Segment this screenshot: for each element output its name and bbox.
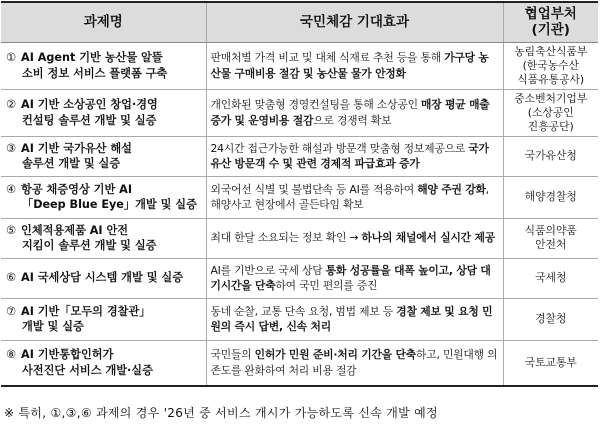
effect-text: 판매처별 가격 비교 및 대체 식재료 추천 등을 통해 (210, 51, 445, 64)
agency-line1: 국토교통부 (524, 355, 577, 369)
task-title-line2: 지킴이 솔루션 개발 및 실증 (22, 239, 157, 252)
effect-text: AI를 기반으로 국세 상담 (210, 263, 326, 277)
task-title-line2: 컨설팅 솔루션 개발 및 실증 (22, 113, 157, 127)
effect-text: 국민들의 (210, 348, 255, 362)
table-row (1, 218, 598, 258)
agency-cell (503, 42, 598, 89)
effect-cell (206, 340, 503, 386)
effect-text: 24시간 접근가능한 해설과 방문객 맞춤형 정보제공으로 (210, 141, 469, 155)
header-agency-line1: 협업부처 (524, 6, 577, 23)
effect-highlight: 하나의 채널에서 실시간 제공 (361, 231, 495, 245)
agency-cell (503, 89, 598, 136)
agency-line3: 진흥공단) (527, 119, 574, 133)
task-cell (1, 218, 206, 258)
effect-text: 외국어선 식별 및 불법단속 등 AI를 적용하여 (210, 182, 418, 196)
effect-highlight: 가구당 농산물 구매비용 절감 및 농산물 물가 안정화 (210, 51, 489, 80)
effect-text-tail: 으로 경쟁력 확보 (313, 113, 392, 127)
task-title-line1: AI 기반통합인허가 (21, 348, 114, 362)
effect-cell (206, 258, 503, 298)
task-cell (1, 258, 206, 298)
task-title-line1: 인체적용제품 AI 안전 (21, 223, 129, 237)
agency-line1: 국가유산청 (524, 149, 577, 162)
effect-cell (206, 42, 503, 89)
task-number: ⑧ (6, 348, 17, 362)
task-number: ② (6, 98, 17, 111)
task-number: ⑥ (6, 271, 17, 285)
task-number: ④ (6, 182, 17, 196)
agency-line3: 식품유통공사) (517, 72, 585, 86)
task-number: ① (6, 51, 17, 64)
task-title-line1: AI 기반 국가유산 해설 (21, 141, 132, 155)
task-title-line1: AI Agent 기반 농산물 알뜰 (21, 51, 163, 64)
agency-cell (503, 136, 598, 176)
agency-line1: 식품의약품 (524, 224, 577, 237)
table-header-row (1, 2, 598, 42)
table-row (1, 176, 598, 218)
task-number: ⑦ (6, 304, 17, 318)
task-number: ③ (6, 141, 17, 155)
effect-text: 동네 순찰, 교통 단속 요청, 범법 제보 등 (210, 304, 397, 318)
effect-highlight: 국가유산 방문객 수 및 관련 경제적 파급효과 증가 (210, 141, 489, 170)
header-task: 과제명 (1, 2, 206, 42)
table-row (1, 89, 598, 136)
task-cell (1, 136, 206, 176)
footnote: ※ 특히, ①,③,⑥ 과제의 경우 '26년 중 서비스 개시가 가능하도록 신속 개발 예정 (4, 406, 438, 420)
effect-text: 개인화된 맞춤형 경영컨설팅을 통해 소상공인 (210, 98, 422, 111)
table-row (1, 298, 598, 340)
agency-cell (503, 218, 598, 258)
agency-line2: 안전처 (535, 238, 567, 251)
task-title-line2: 개발 및 실증 (22, 320, 84, 333)
table-row (1, 340, 598, 386)
effect-text-tail: 하고, 민원대행 의존도를 완화하여 처리 비용 절감 (210, 348, 498, 377)
agency-line2: (한국농수산 (522, 58, 579, 72)
table-row (1, 42, 598, 89)
task-title-line1: AI 기반「모두의 경찰관」 (21, 304, 151, 318)
agency-cell (503, 298, 598, 340)
effect-cell (206, 89, 503, 136)
task-title-line2: 「Deep Blue Eye」개발 및 실증 (22, 198, 197, 211)
effect-cell (206, 218, 503, 258)
agency-cell (503, 340, 598, 386)
task-number: ⑤ (6, 223, 17, 237)
agency-line1: 해양경찰청 (524, 190, 577, 203)
effect-highlight: 해양 주권 강화 (417, 182, 486, 196)
effect-cell (206, 136, 503, 176)
agency-line2: (소상공인 (527, 105, 574, 119)
header-agency (503, 2, 598, 42)
agency-cell (503, 258, 598, 298)
agency-line1: 중소벤처기업부 (514, 91, 588, 105)
agency-line1: 농림축산식품부 (514, 44, 588, 58)
task-cell (1, 340, 206, 386)
task-title-line2: 사전진단 서비스 개발·실증 (22, 363, 153, 377)
effect-text: 최대 한달 소요되는 정보 확인 → (210, 231, 362, 245)
agency-line1: 경찰청 (535, 312, 567, 325)
task-title-line1: AI 기반 소상공인 창업·경영 (21, 98, 158, 111)
task-title-line1: AI 국세상담 시스템 개발 및 실증 (21, 271, 184, 285)
effect-highlight: 통화 성공률을 대폭 높이고, 상담 대기시간을 단축 (210, 263, 491, 292)
task-cell (1, 298, 206, 340)
task-cell (1, 176, 206, 218)
effect-highlight: 매장 평균 매출 증가 및 운영비용 절감 (210, 98, 490, 127)
task-title-line2: 솔루션 개발 및 실증 (22, 157, 121, 170)
table-row (1, 258, 598, 298)
task-cell (1, 42, 206, 89)
task-title-line1: 항공 채증영상 기반 AI (21, 182, 132, 196)
agency-line1: 국세청 (535, 271, 567, 284)
effect-cell (206, 176, 503, 218)
table-row (1, 136, 598, 176)
effect-text-tail: , 해양사고 현장에서 골든타임 확보 (210, 182, 489, 211)
task-cell (1, 89, 206, 136)
effect-text-tail: 하여 국민 편의를 증진 (275, 279, 378, 292)
effect-highlight: 인허가 민원 준비·처리 기간을 단축 (254, 348, 417, 362)
header-agency-line2: (기관) (531, 22, 570, 39)
project-table (1, 1, 598, 387)
effect-cell (206, 298, 503, 340)
effect-highlight: 경찰 제보 및 요청 민원의 즉시 답변, 신속 처리 (210, 304, 493, 333)
agency-cell (503, 176, 598, 218)
task-title-line2: 소비 정보 서비스 플랫폼 구축 (22, 66, 168, 80)
header-effect: 국민체감 기대효과 (206, 2, 503, 42)
